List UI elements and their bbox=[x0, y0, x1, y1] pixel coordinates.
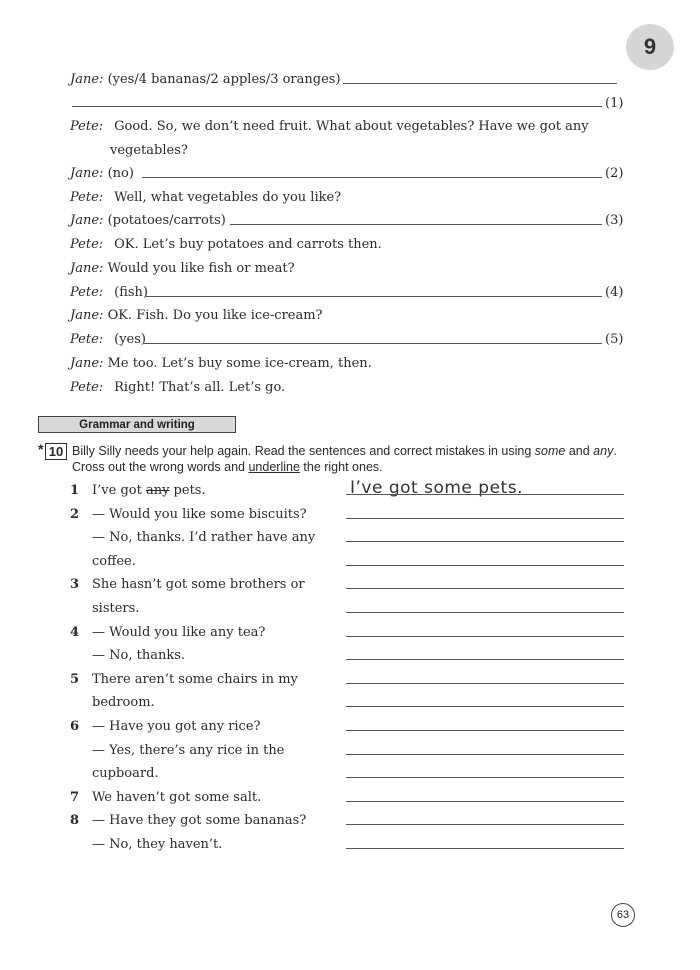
speaker: Pete: bbox=[70, 380, 104, 395]
dialogue-line bbox=[70, 119, 589, 135]
item-number: 4 bbox=[70, 625, 80, 640]
dialogue-text: Well, what vegetables do you like? bbox=[114, 190, 342, 205]
item-text: — No, thanks. I’d rather have any bbox=[92, 530, 316, 545]
item-text: There aren’t some chairs in my bbox=[92, 672, 298, 687]
dialogue-text: Would you like fish or meat? bbox=[107, 261, 295, 276]
item-text: cupboard. bbox=[92, 766, 159, 781]
item-text: — No, they haven’t. bbox=[92, 837, 223, 852]
answer-marker: (3) bbox=[605, 213, 624, 228]
answer-line[interactable] bbox=[346, 801, 624, 802]
answer-line[interactable] bbox=[346, 848, 624, 849]
speaker: Jane: bbox=[70, 261, 104, 276]
answer-blank[interactable] bbox=[72, 106, 602, 107]
dialogue-line bbox=[70, 261, 295, 277]
item-text: — No, thanks. bbox=[92, 648, 185, 663]
item-text: — Have you got any rice? bbox=[92, 719, 261, 734]
item-text: coffee. bbox=[92, 554, 136, 569]
instruction-some: some bbox=[534, 444, 566, 458]
item-number: 1 bbox=[70, 483, 80, 498]
item-number: 8 bbox=[70, 813, 80, 828]
dialogue-text: OK. Let’s buy potatoes and carrots then. bbox=[114, 237, 382, 252]
dialogue-text: (potatoes/carrots) bbox=[107, 213, 226, 228]
hand-text: pets. bbox=[472, 478, 523, 498]
page-number: 63 bbox=[611, 903, 635, 927]
answer-marker: (5) bbox=[605, 332, 624, 347]
dialogue-line bbox=[70, 285, 148, 301]
dialogue-text: OK. Fish. Do you like ice-cream? bbox=[107, 308, 323, 323]
challenge-star: * bbox=[38, 441, 44, 457]
item-text: We haven’t got some salt. bbox=[92, 790, 262, 805]
dialogue-text: vegetables? bbox=[110, 143, 188, 158]
speaker: Pete: bbox=[70, 190, 104, 205]
speaker: Jane: bbox=[70, 166, 104, 181]
item-text: — Have they got some bananas? bbox=[92, 813, 307, 828]
answer-marker: (4) bbox=[605, 285, 624, 300]
answer-blank[interactable] bbox=[146, 296, 602, 297]
dialogue-line bbox=[70, 308, 323, 324]
dialogue-text: (fish) bbox=[114, 285, 148, 300]
answer-line[interactable] bbox=[346, 824, 624, 825]
item-number: 6 bbox=[70, 719, 80, 734]
exercise-instruction bbox=[72, 443, 628, 475]
dialogue-line bbox=[70, 190, 341, 206]
answer-line[interactable] bbox=[346, 588, 624, 589]
dialogue-text: (yes/4 bananas/2 apples/3 oranges) bbox=[107, 72, 341, 87]
dialogue-line bbox=[110, 143, 188, 159]
handwritten-answer bbox=[350, 478, 523, 498]
answer-blank[interactable] bbox=[144, 343, 602, 344]
dialogue-text: Right! That’s all. Let’s go. bbox=[114, 380, 286, 395]
dialogue-text: (yes) bbox=[114, 332, 146, 347]
answer-line[interactable] bbox=[346, 612, 624, 613]
speaker: Pete: bbox=[70, 285, 104, 300]
dialogue-line bbox=[70, 166, 134, 182]
speaker: Jane: bbox=[70, 213, 104, 228]
instruction-any: any bbox=[593, 444, 614, 458]
instruction-underline: underline bbox=[248, 460, 300, 474]
item-text: sisters. bbox=[92, 601, 140, 616]
answer-marker: (2) bbox=[605, 166, 624, 181]
dialogue-line bbox=[70, 213, 226, 229]
instruction-text: the right ones. bbox=[299, 460, 383, 474]
speaker: Pete: bbox=[70, 237, 104, 252]
item-text bbox=[92, 483, 206, 499]
dialogue-line bbox=[70, 237, 382, 253]
item-text-part: pets. bbox=[169, 483, 206, 498]
item-text: — Would you like any tea? bbox=[92, 625, 266, 640]
speaker: Pete: bbox=[70, 119, 104, 134]
section-title: Grammar and writing bbox=[38, 416, 236, 433]
exercise-number: 10 bbox=[45, 443, 67, 460]
answer-line[interactable] bbox=[346, 706, 624, 707]
answer-marker: (1) bbox=[605, 96, 624, 111]
dialogue-line bbox=[70, 380, 285, 396]
dialogue-line bbox=[70, 356, 372, 372]
speaker: Jane: bbox=[70, 72, 104, 87]
instruction-text: Billy Silly needs your help again. Read the sentences and correct mistakes in using bbox=[72, 444, 535, 458]
instruction-text: . Cross out the wrong words and bbox=[72, 444, 617, 474]
answer-line[interactable] bbox=[346, 777, 624, 778]
crossed-out-word: any bbox=[145, 483, 170, 498]
item-text-part: I’ve got bbox=[92, 483, 146, 498]
item-number: 3 bbox=[70, 577, 80, 592]
answer-line[interactable] bbox=[346, 494, 624, 495]
item-number: 2 bbox=[70, 507, 80, 522]
answer-line[interactable] bbox=[346, 565, 624, 566]
item-number: 5 bbox=[70, 672, 80, 687]
item-text: — Would you like some biscuits? bbox=[92, 507, 307, 522]
answer-blank[interactable] bbox=[142, 177, 602, 178]
hand-underlined: got bbox=[388, 478, 419, 498]
item-text: She hasn’t got some brothers or bbox=[92, 577, 305, 592]
answer-blank[interactable] bbox=[343, 83, 617, 84]
speaker: Pete: bbox=[70, 332, 104, 347]
dialogue-line bbox=[70, 332, 146, 348]
item-number: 7 bbox=[70, 790, 80, 805]
answer-line[interactable] bbox=[346, 730, 624, 731]
unit-number-badge: 9 bbox=[626, 24, 674, 70]
answer-blank[interactable] bbox=[230, 224, 602, 225]
speaker: Jane: bbox=[70, 356, 104, 371]
instruction-and: and bbox=[565, 444, 590, 458]
hand-text: I’ve bbox=[350, 478, 389, 498]
dialogue-text: Me too. Let’s buy some ice-cream, then. bbox=[107, 356, 372, 371]
dialogue-line bbox=[70, 72, 341, 88]
dialogue-text: Good. So, we don’t need fruit. What about vegetables? Have we got any bbox=[114, 119, 589, 134]
speaker: Jane: bbox=[70, 308, 104, 323]
answer-line[interactable] bbox=[346, 659, 624, 660]
item-text: — Yes, there’s any rice in the bbox=[92, 743, 285, 758]
answer-line[interactable] bbox=[346, 636, 624, 637]
answer-line[interactable] bbox=[346, 518, 624, 519]
answer-line[interactable] bbox=[346, 541, 624, 542]
item-text: bedroom. bbox=[92, 695, 155, 710]
answer-line[interactable] bbox=[346, 683, 624, 684]
answer-line[interactable] bbox=[346, 754, 624, 755]
hand-underlined: some bbox=[424, 478, 473, 498]
dialogue-text: (no) bbox=[107, 166, 134, 181]
